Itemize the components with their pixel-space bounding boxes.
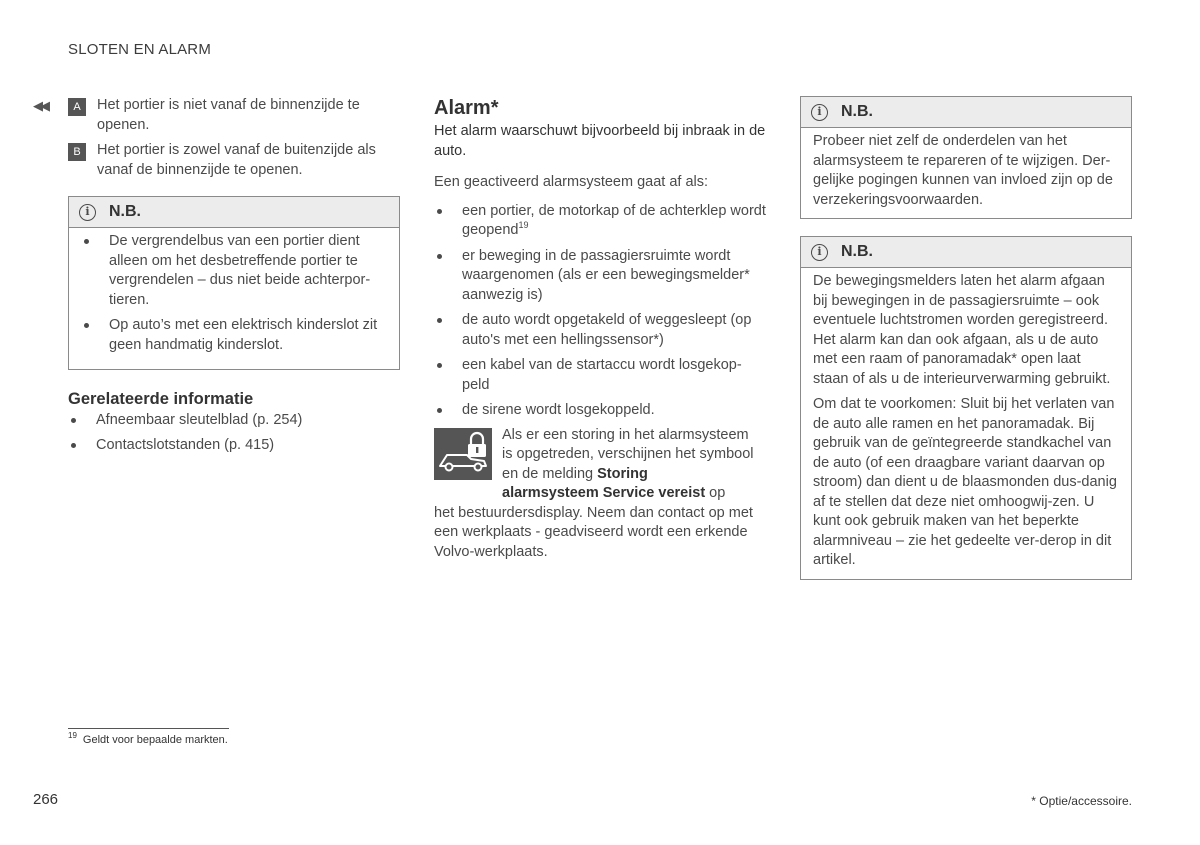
note-header xyxy=(801,97,1131,128)
note-body: Probeer niet zelf de onderdelen van het alarmsysteem te repareren of te wijzigen. Der-gelijke pogingen kunnen van invloed zijn op de verzekeringsvoorwaarden. xyxy=(813,133,1113,208)
page-number: 266 xyxy=(33,791,59,808)
note-body xyxy=(69,228,399,369)
related-link-contactslot[interactable]: Contactslotstanden (p. 415) xyxy=(68,436,400,456)
note-box-repair xyxy=(800,96,1132,219)
section-title: Alarm* xyxy=(434,97,499,119)
list-item: een portier, de motorkap of de achterklep wordt geopend$^{19}$ xyxy=(434,202,769,241)
note-title: N.B. xyxy=(109,203,141,221)
info-icon: i xyxy=(811,104,828,121)
info-icon: i xyxy=(811,244,828,261)
list-item: een kabel van de startaccu wordt losgekop-peld xyxy=(434,356,769,395)
section-subtitle: Het alarm waarschuwt bijvoorbeeld bij inbraak in de auto. xyxy=(434,123,766,159)
related-info-title: Gerelateerde informatie xyxy=(68,390,254,408)
related-link-sleutelblad[interactable]: Afneembaar sleutelblad (p. 254) xyxy=(68,411,400,431)
note-box-motion-sensor xyxy=(800,236,1132,580)
legend-item-a xyxy=(68,96,400,135)
legend-item-b xyxy=(68,141,400,180)
list-item: er beweging in de passagiersruimte wordt waargenomen (als er een bewegingsmelder* aanwezig is) xyxy=(434,247,769,306)
footnote-ref[interactable]: 19 xyxy=(518,220,529,231)
message-text: Storing xyxy=(597,465,648,482)
legend-text-a: Het portier is niet vanaf de binnenzijde te openen. xyxy=(97,97,360,133)
symbol-paragraph xyxy=(434,426,769,563)
info-icon: i xyxy=(79,204,96,221)
note-header xyxy=(801,237,1131,268)
column-right xyxy=(800,96,1132,580)
car-lock-icon xyxy=(434,428,492,480)
note-title: N.B. xyxy=(841,103,873,121)
message-text: alarmsysteem Service vereist xyxy=(502,485,706,501)
footnote: $^{19}$ Geldt voor bepaalde markten. xyxy=(68,731,228,746)
legend-text-b: Het portier is zowel vanaf de buitenzijde als vanaf de binnenzijde te openen. xyxy=(97,142,376,178)
note-header xyxy=(69,197,399,228)
symbol-text: Als er een storing in het alarmsysteem is opgetreden, verschijnen het symbool en de melding Storing alarmsysteem Service vereist op het bestuurdersdisplay. Neem dan contact op met een werkplaats - geadviseerd wordt een erkende Volvo-werkplaats. xyxy=(434,426,754,560)
list-item: de sirene wordt losgekoppeld. xyxy=(434,401,769,421)
list-item: De vergrendelbus van een portier dient alleen om het desbetreffende portier te vergrendelen – dus niet beide achterpor-tieren. xyxy=(81,232,387,310)
legend-tag-a: A xyxy=(68,98,86,116)
related-info xyxy=(68,390,400,456)
option-note: * Optie/accessoire. xyxy=(1031,794,1132,808)
list-item: Op auto’s met een elektrisch kinderslot zit geen handmatig kinderslot. xyxy=(81,316,387,355)
trigger-list xyxy=(434,202,769,421)
note-title: N.B. xyxy=(841,243,873,261)
continued-arrows-icon: ◀◀ xyxy=(33,98,47,113)
column-middle xyxy=(434,96,769,562)
footnote-divider xyxy=(68,728,229,729)
note-body: De bewegingsmelders laten het alarm afgaan bij bewegingen in de passagiersruimte – ook eventuele luchtstromen worden geregistreerd. Het alarm kan dan ook afgaan, als u de auto met een raam of panoramadak* open laat staan of als u de interieurverwarming gebruikt. Om dat te voorkomen: Sluit bij het verlaten van de auto alle ramen en het panoramadak. Bij gebruik van de geïntegreerde standkachel van de auto (of een draagbare variant daarvan op stroom) dan dient u de blaasmonden dus-danig af te stellen dat deze niet omhoogwij-zen. U kunt ook gebruik maken van het beperkte alarmniveau – zie het gedeelte ver-derop in dit artikel. xyxy=(813,273,1117,568)
column-left xyxy=(68,96,400,462)
section-intro: Een geactiveerd alarmsysteem gaat af als: xyxy=(434,174,709,190)
legend-tag-b: B xyxy=(68,143,86,161)
list-item: de auto wordt opgetakeld of weggesleept (op auto's met een hellingssensor*) xyxy=(434,311,769,350)
note-box-lock xyxy=(68,196,400,370)
page-header: SLOTEN EN ALARM xyxy=(68,41,212,58)
